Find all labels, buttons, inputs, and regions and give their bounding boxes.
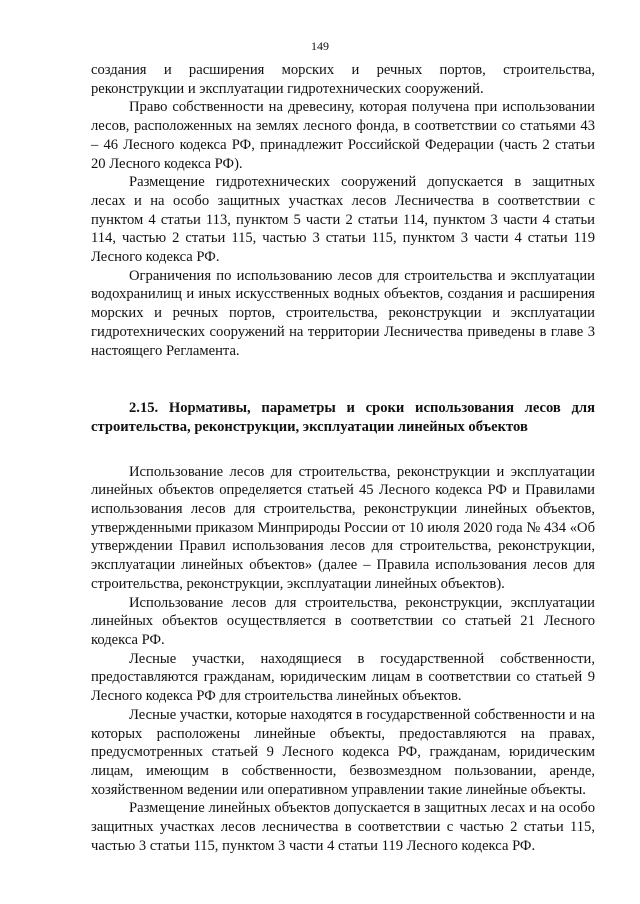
paragraph-hydro-placement: Размещение гидротехнических сооружений допускается в защитных лесах и на особо защитных участках лесов Лесничества в соответствии с пунктом 4 статьи 113, пунктом 5 части 2 статьи 114, пунктом 3 части 4 статьи 114, частью 2 статьи 115, частью 3 статьи 115, пунктом 3 части 4 статьи 119 Лесного кодекса РФ. — [91, 174, 595, 266]
paragraph-state-plots: Лесные участки, находящиеся в государственной собственности, предоставляются гражданам, юридическим лицам в соответствии со статьей 9 Лесного кодекса РФ для строительства линейных объектов. — [91, 650, 595, 705]
page-number: 149 — [311, 39, 329, 53]
paragraph-linear-use: Использование лесов для строительства, реконструкции и эксплуатации линейных объектов определяется статьей 45 Лесного кодекса РФ и Правилами использования лесов для строительства, реконструкции линейных объектов, утвержденными приказом Минприроды России от 10 июля 2020 года № 434 «Об утверждении Правил использования лесов для строительства, реконструкции, эксплуатации линейных объектов» (далее – Правила использования лесов для строительства, реконструкции, эксплуатации линейных объектов). — [91, 463, 595, 592]
paragraph-protective-forests: Размещение линейных объектов допускается в защитных лесах и на особо защитных участках лесов лесничества в соответствии с частью 2 статьи 115, частью 3 статьи 115, пунктом 3 части 4 статьи 119 Лесного кодекса РФ. — [91, 800, 595, 854]
paragraph-wood-ownership: Право собственности на древесину, которая получена при использовании лесов, расположенных на землях лесного фонда, в соответствии со статьями 43 – 46 Лесного кодекса РФ, принадлежит Российской Федерации (часть 2 статьи 20 Лесного кодекса РФ). — [91, 99, 595, 172]
paragraph-continuation: создания и расширения морских и речных портов, строительства, реконструкции и эксплуатации гидротехнических сооружений. — [91, 62, 595, 97]
page-content — [91, 61, 595, 855]
paragraph-existing-objects: Лесные участки, которые находятся в государственной собственности и на которых расположены линейные объекты, предоставляются на правах, предусмотренных статьей 9 Лесного кодекса РФ, гражданам, юридическим лицам, имеющим в собственности, безвозмездном пользовании, аренде, хозяйственном ведении или оперативном управлении такие линейные объекты. — [91, 706, 595, 798]
section-heading: 2.15. Нормативы, параметры и сроки использования лесов для строительства, реконструкции, эксплуатации линейных объектов — [91, 400, 595, 435]
paragraph-article-21: Использование лесов для строительства, реконструкции, эксплуатации линейных объектов осуществляется в соответствии со статьей 21 Лесного кодекса РФ. — [91, 594, 595, 648]
paragraph-restrictions: Ограничения по использованию лесов для строительства и эксплуатации водохранилищ и иных искусственных водных объектов, создания и расширения морских и речных портов, строительства, реконструкции и эксплуатации гидротехнических сооружений на территории Лесничества приведены в главе 3 настоящего Регламента. — [91, 267, 595, 359]
